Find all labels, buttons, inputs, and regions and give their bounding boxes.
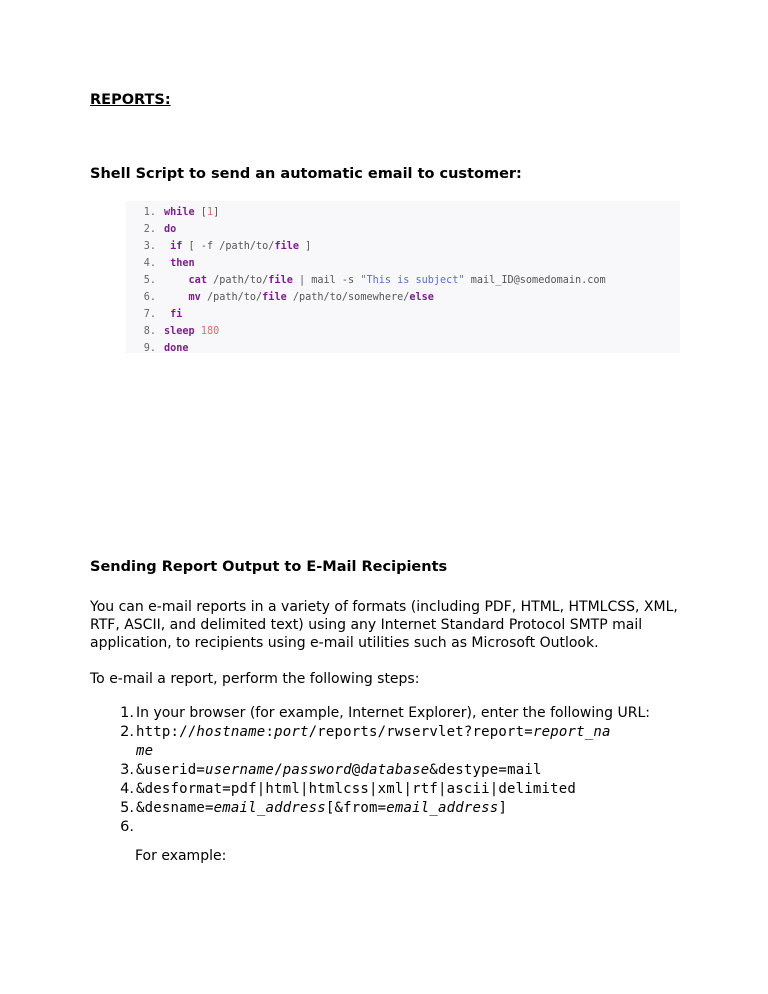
- code-line: 7. fi: [143, 309, 183, 320]
- shell-script-heading: Shell Script to send an automatic email to customer:: [90, 166, 522, 182]
- code-line: 3. if [ -f /path/to/file ]: [143, 241, 312, 252]
- code-line: 8. sleep 180: [143, 326, 220, 337]
- code-block: [126, 201, 680, 353]
- code-line: 6. mv /path/to/file /path/to/somewhere/else: [143, 292, 434, 303]
- code-line: 9. done: [143, 343, 189, 354]
- intro-paragraph-line: RTF, ASCII, and delimited text) using any Internet Standard Protocol SMTP mail: [90, 617, 643, 633]
- code-line: 4. then: [143, 258, 195, 269]
- for-example-label: For example:: [135, 848, 227, 864]
- code-line: 1. while [1]: [143, 207, 220, 218]
- reports-heading: REPORTS:: [90, 92, 171, 108]
- sending-report-heading: Sending Report Output to E-Mail Recipients: [90, 559, 448, 575]
- code-line: 5. cat /path/to/file | mail -s "This is subject" mail_ID@somedomain.com: [143, 275, 606, 286]
- intro-paragraph-line: application, to recipients using e-mail utilities such as Microsoft Outlook.: [90, 635, 599, 651]
- intro-paragraph-line: You can e-mail reports in a variety of formats (including PDF, HTML, HTMLCSS, XML,: [90, 599, 678, 615]
- document-page: REPORTS: Shell Script to send an automatic email to customer: 1. while [1] 2. do 3. if [ -f /path/to/file ] 4. then 5. cat /path/to/file | mail -s "This is subject" mail_ID@somedomain.com 6. mv /path/to/file /path/to/somewhere/else 7. fi 8. sleep 180 9. done Sending Report Output to E-Mail Recipients You can e-mail reports in a variety of formats (including PDF, HTML, HTMLCSS, XML, RTF, ASCII, and delimited text) using any Internet Standard Protocol SMTP mail application, to recipients using e-mail utilities such as Microsoft Outlook. To e-mail a report, perform the following steps: 1. In your browser (for example, Internet Explorer), enter the following URL: 2. http://hostname:port/reports/rwservlet?report=report_na me 3. &userid=username/password@database&destype=mail 4. &desformat=pdf|html|htmlcss|xml|rtf|ascii|delimited 5. &desname=email_address[&from=email_address] 6. For example:: [0, 0, 768, 994]
- code-line: 2. do: [143, 224, 177, 235]
- steps-intro: To e-mail a report, perform the following steps:: [90, 671, 420, 687]
